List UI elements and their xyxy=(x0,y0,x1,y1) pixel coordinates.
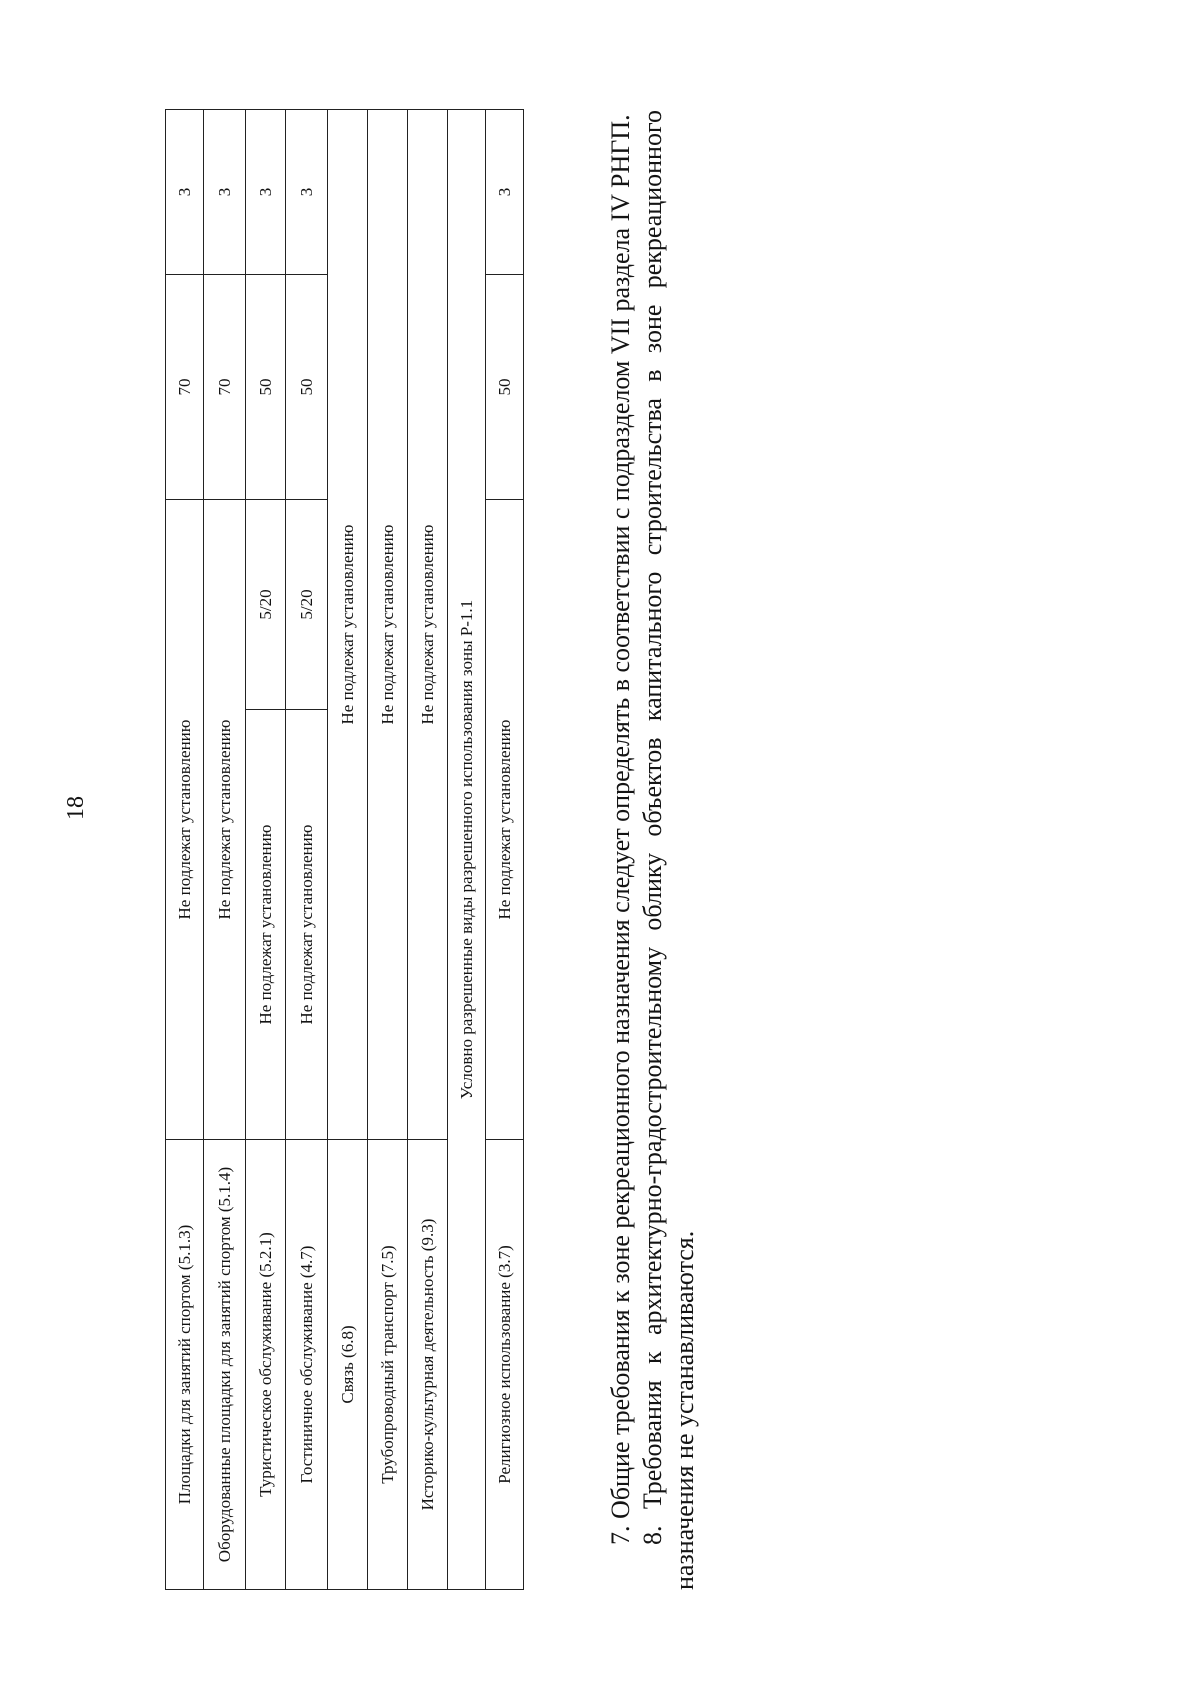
row-params: Не подлежат установлению xyxy=(204,499,246,1139)
paragraph-8: 8. Требования к архитектурно-градостроительному облику объектов капитального строительства в зоне рекреационного назначения не устанавливаются. xyxy=(638,110,699,1590)
row-value-1: 50 xyxy=(286,274,328,499)
row-value-2: 3 xyxy=(166,109,204,274)
table-row xyxy=(368,109,408,1589)
row-name: Трубопроводный транспорт (7.5) xyxy=(368,1140,408,1590)
table-row xyxy=(166,109,204,1589)
row-value-1: 50 xyxy=(246,274,286,499)
table-row xyxy=(408,109,448,1589)
row-value-2: 3 xyxy=(286,109,328,274)
land-use-table xyxy=(165,109,524,1590)
row-value-2: 3 xyxy=(486,109,524,274)
row-name: Связь (6.8) xyxy=(328,1140,368,1590)
table-row xyxy=(486,109,524,1589)
row-name: Туристическое обслуживание (5.2.1) xyxy=(246,1140,286,1590)
row-value-2: 3 xyxy=(246,109,286,274)
row-value-2: 3 xyxy=(204,109,246,274)
row-name: Оборудованные площадки для занятий спортом (5.1.4) xyxy=(204,1140,246,1590)
row-name: Религиозное использование (3.7) xyxy=(486,1140,524,1590)
paragraph-7: 7. Общие требования к зоне рекреационного назначения следует определять в соответствии с подразделом VII раздела IV РНГП. xyxy=(606,114,635,1545)
body-text xyxy=(605,110,701,1590)
table-row xyxy=(246,109,286,1589)
row-name: Площадки для занятий спортом (5.1.3) xyxy=(166,1140,204,1590)
row-params: Не подлежат установлению xyxy=(286,710,328,1140)
table-row xyxy=(328,109,368,1589)
row-params: Не подлежат установлению xyxy=(328,109,368,1139)
table-row xyxy=(204,109,246,1589)
page-number: 18 xyxy=(63,796,89,820)
row-value-1: 50 xyxy=(486,274,524,499)
row-value-1: 70 xyxy=(204,274,246,499)
row-params: Не подлежат установлению xyxy=(486,499,524,1139)
row-params-2: 5/20 xyxy=(286,499,328,709)
section-header-text: Условно разрешенные виды разрешенного использования зоны Р-1.1 xyxy=(448,109,486,1589)
row-params: Не подлежат установлению xyxy=(246,710,286,1140)
row-params-2: 5/20 xyxy=(246,499,286,709)
rotated-page-content xyxy=(165,110,765,1590)
row-params: Не подлежат установлению xyxy=(166,499,204,1139)
table-section-header xyxy=(448,109,486,1589)
row-params: Не подлежат установлению xyxy=(368,109,408,1139)
table-row xyxy=(286,109,328,1589)
row-params: Не подлежат установлению xyxy=(408,109,448,1139)
row-name: Гостиничное обслуживание (4.7) xyxy=(286,1140,328,1590)
row-value-1: 70 xyxy=(166,274,204,499)
row-name: Историко-культурная деятельность (9.3) xyxy=(408,1140,448,1590)
